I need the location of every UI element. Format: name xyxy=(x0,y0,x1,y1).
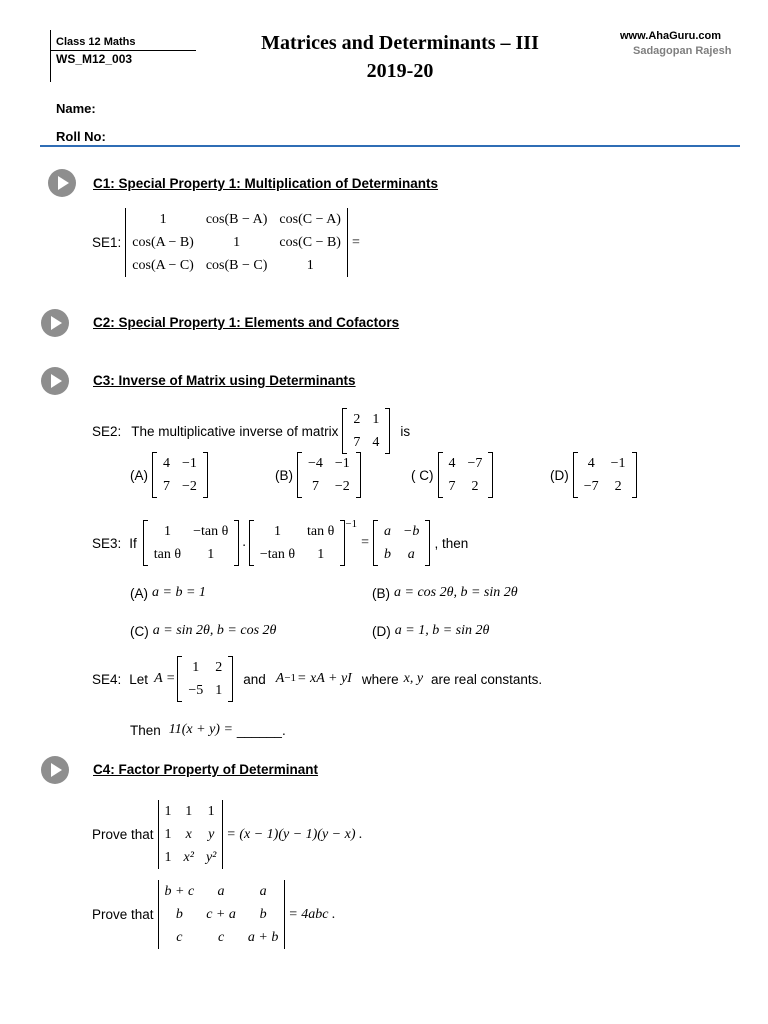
se4-then-line xyxy=(130,722,286,738)
se4-matrix: 1 2 −5 1 xyxy=(177,656,233,702)
se4-vars: x, y xyxy=(403,671,424,686)
option-label: (B) xyxy=(275,467,293,483)
option-text: a = sin 2θ, b = cos 2θ xyxy=(152,623,277,638)
option-matrix: 4 −1 7 −2 xyxy=(152,452,208,498)
se1-equals: = xyxy=(351,234,360,250)
worksheet-title: Matrices and Determinants – III xyxy=(261,32,539,54)
section-c1-heading: C1: Special Property 1: Multiplication of Determinants xyxy=(93,176,439,191)
se3-exponent: −1 xyxy=(345,518,358,530)
option-label: (A) xyxy=(130,585,148,601)
se3-matrix-2: 1 tan θ −tan θ 1 xyxy=(249,520,346,566)
se3-option-b xyxy=(372,585,518,601)
class-label: Class 12 Maths xyxy=(56,36,136,48)
play-icon[interactable] xyxy=(41,309,69,337)
se3-if: If xyxy=(129,535,137,551)
roll-label: Roll No: xyxy=(56,129,106,144)
se3-option-a xyxy=(130,585,206,601)
option-label: (D) xyxy=(550,467,569,483)
se4-expression: 11(x + y) = xyxy=(168,722,233,737)
c4-rhs-2: = 4abc . xyxy=(288,906,336,922)
header-vertical-rule xyxy=(50,30,51,82)
se2-text: The multiplicative inverse of matrix xyxy=(131,423,339,439)
option-label: ( C) xyxy=(411,467,434,483)
se1-question xyxy=(92,208,360,277)
option-text: a = 1, b = sin 2θ xyxy=(394,623,490,638)
se2-option-b xyxy=(275,452,361,498)
option-label: (B) xyxy=(372,585,390,601)
c4-rhs-1: = (x − 1)(y − 1)(y − x) . xyxy=(226,826,363,842)
option-label: (D) xyxy=(372,623,391,639)
website: www.AhaGuru.com xyxy=(620,30,722,42)
play-icon[interactable] xyxy=(48,169,76,197)
se4-rest: are real constants. xyxy=(431,671,543,687)
se4-then: Then xyxy=(130,722,161,738)
se4-let: Let xyxy=(129,671,149,687)
play-icon[interactable] xyxy=(41,367,69,395)
se4-a-eq: A = xyxy=(154,671,176,686)
se2-option-c xyxy=(411,452,493,498)
option-text: a = cos 2θ, b = sin 2θ xyxy=(394,585,518,600)
prove-label: Prove that xyxy=(92,907,154,922)
se4-inverse-rhs: = xA + yI xyxy=(297,671,352,686)
se4-label: SE4: xyxy=(92,671,122,687)
se2-matrix: 2 1 7 4 xyxy=(342,408,390,454)
se3-question xyxy=(92,520,468,566)
c4-determinant-1: 1 1 1 1 x y 1 x² y² xyxy=(158,800,224,869)
section-c4-heading: C4: Factor Property of Determinant xyxy=(93,762,319,777)
se3-matrix-3: a −b b a xyxy=(373,520,430,566)
section-c2-heading: C2: Special Property 1: Elements and Cofactors xyxy=(93,315,400,330)
play-icon[interactable] xyxy=(41,756,69,784)
se3-equals: = xyxy=(361,535,369,550)
se2-label: SE2: xyxy=(92,423,122,439)
header-divider xyxy=(40,145,740,147)
se3-then: , then xyxy=(434,535,469,551)
se2-option-d xyxy=(550,452,637,498)
option-matrix: −4 −1 7 −2 xyxy=(297,452,361,498)
se2-question xyxy=(92,408,410,454)
se3-dot: . xyxy=(242,535,246,550)
header-horizontal-rule xyxy=(50,50,196,51)
answer-blank[interactable]: ______. xyxy=(236,722,286,738)
c4-determinant-2: b + c a a b c + a b c c a + b xyxy=(158,880,286,949)
academic-year: 2019-20 xyxy=(366,60,434,82)
se3-option-d xyxy=(372,623,489,639)
option-matrix: 4 −7 7 2 xyxy=(438,452,494,498)
se2-tail: is xyxy=(400,423,411,439)
se4-and: and xyxy=(243,671,266,687)
se2-option-a xyxy=(130,452,208,498)
option-matrix: 4 −1 −7 2 xyxy=(573,452,637,498)
se1-label: SE1: xyxy=(92,235,122,250)
se3-matrix-1: 1 −tan θ tan θ 1 xyxy=(143,520,240,566)
option-text: a = b = 1 xyxy=(152,585,206,600)
se4-inverse-exp: −1 xyxy=(284,672,297,684)
c4-problem-2 xyxy=(92,880,336,949)
option-label: (A) xyxy=(130,467,148,483)
c4-problem-1 xyxy=(92,800,363,869)
author-name: Sadagopan Rajesh xyxy=(633,45,732,57)
se1-determinant: 1 cos(B − A) cos(C − A) cos(A − B) 1 cos(C − B) cos(A − C) cos(B − C) 1 xyxy=(125,208,348,277)
section-c3-heading: C3: Inverse of Matrix using Determinants xyxy=(93,373,356,388)
prove-label: Prove that xyxy=(92,827,154,842)
option-label: (C) xyxy=(130,623,149,639)
se4-inverse-lhs: A xyxy=(275,671,285,686)
se4-where: where xyxy=(361,671,399,687)
se4-question xyxy=(92,656,542,702)
name-label: Name: xyxy=(56,101,96,116)
se3-option-c xyxy=(130,623,276,639)
worksheet-code: WS_M12_003 xyxy=(56,52,133,66)
se3-label: SE3: xyxy=(92,535,122,551)
